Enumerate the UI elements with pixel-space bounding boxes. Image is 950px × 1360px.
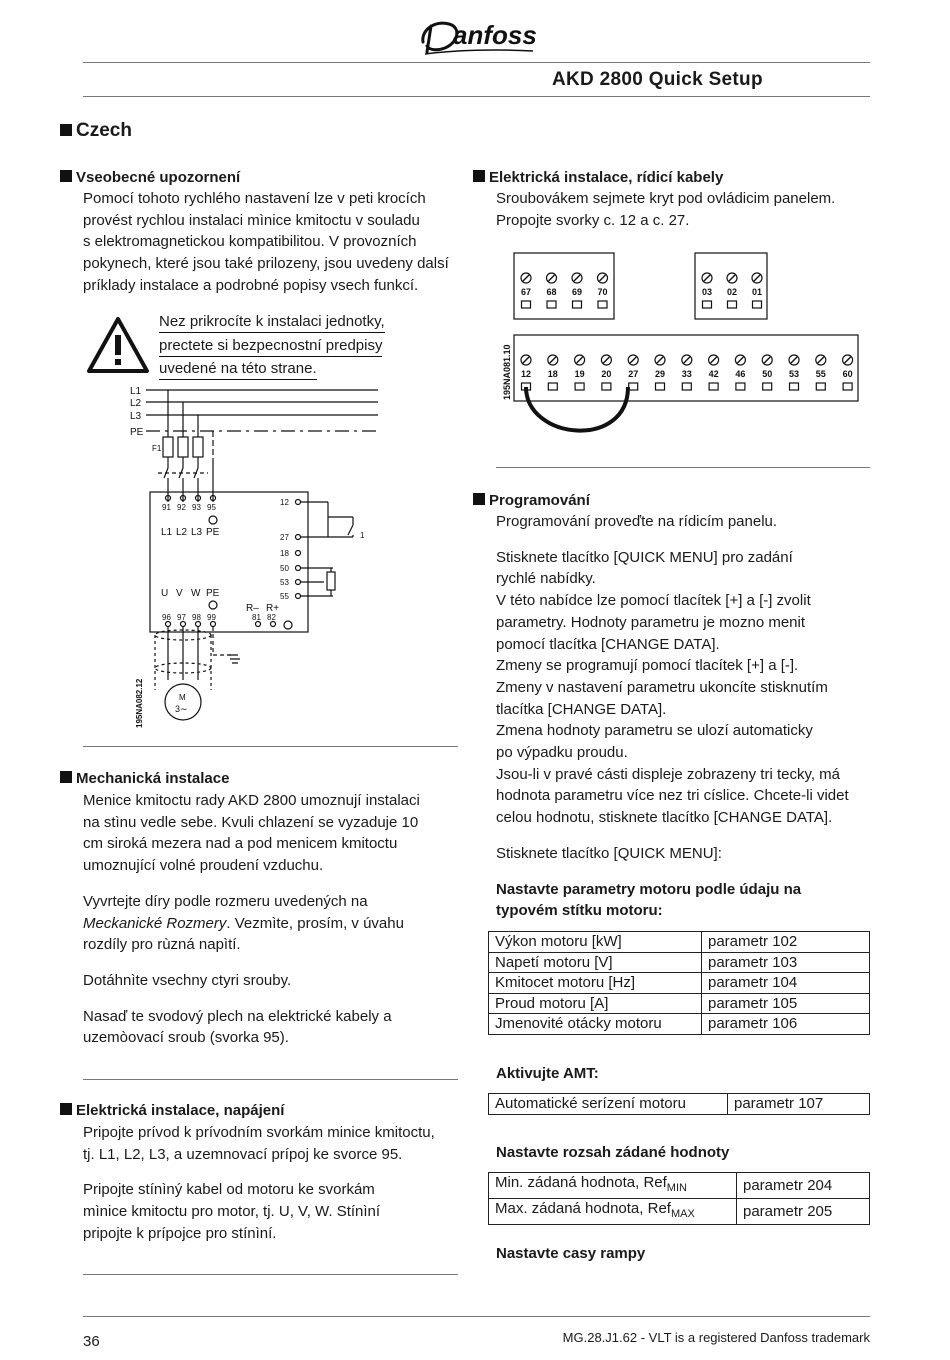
terminal-clamp-icon <box>629 383 638 390</box>
terminal-clamp-icon <box>547 301 556 308</box>
section-heading-control: Elektrická instalace, rídicí kabely <box>473 169 723 186</box>
screw-slot <box>764 357 770 363</box>
screw-slot <box>684 357 690 363</box>
text-line: celou hodnotu, stisknete tlacítko [CHANGE DATA]. <box>496 809 833 827</box>
fuse-label: F1 <box>152 444 162 453</box>
parameter-number: parametr 103 <box>702 952 870 973</box>
parameter-description: Max. zádaná hodnota, Ref$_{MAX}$ <box>489 1199 737 1225</box>
text-line: Pripojte prívod k prívodním svorkám minice kmitoctu, <box>83 1124 435 1141</box>
terminal-number: 27 <box>628 369 639 379</box>
terminal-label: 96 <box>162 613 171 622</box>
section-heading-power: Elektrická instalace, napájení <box>60 1102 284 1119</box>
page-number: 36 <box>83 1333 100 1350</box>
text-line: príklady instalace a podrobné popisy vsech funkcí. <box>83 276 419 294</box>
wiring-diagram <box>128 380 488 730</box>
mains-label: L3 <box>130 411 142 422</box>
screw-slot <box>603 357 609 363</box>
parameter-description: Min. zádaná hodnota, Ref$_{MIN}$ <box>489 1173 737 1199</box>
control-terminal-label: 18 <box>280 549 289 558</box>
terminal-clamp-icon <box>573 301 582 308</box>
terminal-label: 97 <box>177 613 186 622</box>
text-line: tlacítka [CHANGE DATA]. <box>496 700 667 718</box>
screw-slot <box>818 357 824 363</box>
subheading-line: Nastavte parametry motoru podle údaju na <box>496 880 802 898</box>
italic-reference: Meckanické Rozmery <box>83 914 227 932</box>
control-text <box>496 188 835 231</box>
text-line: cm siroká mezera nad a pod menicem kmitoctu <box>83 835 398 853</box>
brake-label: R+ <box>266 603 280 614</box>
brake-label: R– <box>246 603 259 614</box>
screw-slot <box>791 357 797 363</box>
text-line: Sroubovákem sejmete kryt pod ovládicim panelem. <box>496 190 836 207</box>
text-line: na stìnu vedle sebe. Kvuli chlazení se vyzaduje 10 <box>83 813 419 831</box>
ramp-heading: Nastavte casy rampy <box>496 1245 646 1262</box>
screw-slot <box>577 357 583 363</box>
text-line: V této nabídce lze pomocí tlacítek [+] a [-] zvolit <box>496 592 811 610</box>
motor-parameters-table <box>488 931 870 1035</box>
bullet-square-icon <box>60 124 72 136</box>
screw-slot <box>574 275 580 281</box>
terminal-number: 18 <box>547 369 558 379</box>
mechanical-text <box>83 790 420 1049</box>
terminal-number: 42 <box>708 369 719 379</box>
bullet-square-icon <box>60 170 72 182</box>
text-line: tj. L1, L2, L3, a uzemnovací prípoj ke svorce 95. <box>83 1145 403 1163</box>
bullet-square-icon <box>60 771 72 783</box>
text-line: Programování proveďte na rídicím panelu. <box>496 513 778 530</box>
parameter-number: parametr 204 <box>737 1173 870 1199</box>
section-rule <box>83 746 458 747</box>
screw-slot <box>600 275 606 281</box>
text-line: rozdíly pro rùzná napìtí. <box>83 936 241 954</box>
motor-phase-label: 3∼ <box>175 704 188 714</box>
table-row <box>489 973 870 994</box>
text-line: pripojte k prípojce pro stínìní. <box>83 1224 277 1242</box>
reference-heading: Nastavte rozsah zádané hodnoty <box>496 1144 730 1161</box>
section-heading-programming: Programování <box>473 492 590 509</box>
terminal-number: 53 <box>788 369 800 379</box>
parameter-description: Jmenovité otácky motoru <box>489 1014 702 1035</box>
terminal-number: 69 <box>571 287 583 297</box>
terminal-clamp-icon <box>843 383 852 390</box>
text-line: pokynech, které jsou také prilozeny, jsou uvedeny dalsí <box>83 255 449 273</box>
mains-label: L1 <box>130 386 142 397</box>
text-line: Zmena hodnoty parametru se ulozí automaticky <box>496 722 813 740</box>
text-line: Jsou-li v pravé cásti displeje zobrazeny tri tecky, má <box>496 765 841 783</box>
terminal-clamp-icon <box>753 301 762 308</box>
text-line: Zmeny v nastavení parametru ukoncíte stisknutím <box>496 678 828 696</box>
amt-heading: Aktivujte AMT: <box>496 1065 599 1082</box>
text-line: po výpadku proudu. <box>496 744 628 762</box>
diagram-code: 195NA081.10 <box>502 344 512 400</box>
terminal-clamp-icon <box>575 383 584 390</box>
bullet-square-icon <box>60 1103 72 1115</box>
input-label: L1 <box>161 527 173 538</box>
terminal-number: 55 <box>815 369 826 379</box>
programming-text <box>496 511 849 922</box>
terminal-clamp-icon <box>598 301 607 308</box>
footer-rule <box>83 1316 870 1317</box>
screw-slot <box>630 357 636 363</box>
danfoss-logo <box>415 12 540 58</box>
screw-slot <box>550 357 556 363</box>
text-line: pomocí tlacítka [CHANGE DATA]. <box>496 635 720 653</box>
table-row <box>489 1199 870 1225</box>
subscript: MIN <box>666 1182 687 1194</box>
text-line: Propojte svorky c. 12 a c. 27. <box>496 211 690 229</box>
text-line: hodnota parametru více nez tri císlice. Chcete-li videt <box>496 787 849 805</box>
header-rule <box>83 62 870 63</box>
terminal-clamp-icon <box>709 383 718 390</box>
terminal-label: 95 <box>207 503 216 512</box>
text-line: parametry. Hodnoty parametru je mozno menit <box>496 613 806 631</box>
terminal-number: 67 <box>520 287 532 297</box>
control-terminal-label: 53 <box>280 578 289 587</box>
terminal-clamp-icon <box>703 301 712 308</box>
screw-slot <box>845 357 851 363</box>
terminal-number: 20 <box>601 369 612 379</box>
terminal-label: 92 <box>177 503 186 512</box>
table-row <box>489 1014 870 1035</box>
terminal-clamp-icon <box>816 383 825 390</box>
text-line: Stisknete tlacítko [QUICK MENU] pro zadání <box>496 548 793 566</box>
text-line: Pomocí tohoto rychlého nastavení lze v peti krocích <box>83 190 426 207</box>
terminal-label: 98 <box>192 613 201 622</box>
warning-triangle-icon <box>86 316 150 374</box>
parameter-number: parametr 205 <box>737 1199 870 1225</box>
text-line: Zmeny se programují pomocí tlacítek [+] a [-]. <box>496 657 799 675</box>
terminal-number: 01 <box>751 287 763 297</box>
text-line: s elektromagnetickou kompatibilitou. V provozních <box>83 233 417 251</box>
terminal-number: 19 <box>574 369 585 379</box>
terminal-number: 46 <box>735 369 746 379</box>
section-heading-general: Vseobecné upozornení <box>60 169 240 186</box>
terminal-label: 99 <box>207 613 216 622</box>
text-line: Stisknete tlacítko [QUICK MENU]: <box>496 844 722 862</box>
table-row <box>489 932 870 953</box>
parameter-description: Proud motoru [A] <box>489 993 702 1014</box>
screw-slot <box>523 357 529 363</box>
table-row <box>489 952 870 973</box>
general-text <box>83 188 449 297</box>
text-line: Nasaď te svodový plech na elektrické kabely a <box>83 1007 392 1025</box>
terminal-label: 91 <box>162 503 171 512</box>
control-terminal-label: 27 <box>280 533 289 542</box>
amt-table <box>488 1093 870 1115</box>
text-line: provést rychlou instalaci mìnice kmitoctu v souladu <box>83 211 420 229</box>
parameter-description: Napetí motoru [V] <box>489 952 702 973</box>
text-line: Meckanické Rozmery. Vezmìte, prosím, v úvahu <box>83 914 404 932</box>
subscript: MAX <box>670 1208 695 1220</box>
motor-label: M <box>179 693 186 702</box>
parameter-number: parametr 106 <box>702 1014 870 1035</box>
bullet-square-icon <box>473 170 485 182</box>
output-label: PE <box>206 588 220 599</box>
table-row <box>489 1173 870 1199</box>
control-terminal-diagram <box>500 250 865 445</box>
section-rule <box>83 1079 458 1080</box>
output-label: U <box>161 588 169 599</box>
warning-line: Nez prikrocíte k instalaci jednotky, <box>159 312 385 333</box>
screw-slot <box>729 275 735 281</box>
text-line: Pripojte stínìný kabel od motoru ke svorkám <box>83 1181 375 1199</box>
control-terminal-label: 12 <box>280 498 289 507</box>
svg-text:anfoss: anfoss <box>453 20 537 50</box>
switch-label: 1 <box>360 531 365 540</box>
section-heading-mechanical: Mechanická instalace <box>60 770 229 787</box>
warning-line: uvedené na této strane. <box>159 359 317 380</box>
document-title: AKD 2800 Quick Setup <box>552 69 763 90</box>
terminal-clamp-icon <box>682 383 691 390</box>
text-line: Menice kmitoctu rady AKD 2800 umoznují instalaci <box>83 792 420 809</box>
terminal-clamp-icon <box>763 383 772 390</box>
screw-slot <box>704 275 710 281</box>
terminal-clamp-icon <box>656 383 665 390</box>
screw-slot <box>549 275 555 281</box>
table-row <box>489 993 870 1014</box>
input-label: PE <box>206 527 220 538</box>
terminal-number: 33 <box>681 369 692 379</box>
text-line: Dotáhnìte vsechny ctyri srouby. <box>83 971 292 989</box>
terminal-clamp-icon <box>736 383 745 390</box>
text-line: uzemòovací sroub (svorka 95). <box>83 1029 289 1047</box>
terminal-number: 60 <box>842 369 853 379</box>
section-rule <box>83 1274 458 1275</box>
diagram-code: 195NA082.12 <box>135 678 144 728</box>
language-heading: Czech <box>60 120 132 142</box>
screw-slot <box>711 357 717 363</box>
terminal-clamp-icon <box>728 301 737 308</box>
terminal-number: 68 <box>546 287 557 297</box>
terminal-label: 81 <box>252 613 261 622</box>
terminal-clamp-icon <box>602 383 611 390</box>
text-line: Vyvrtejte díry podle rozmeru uvedených na <box>83 892 368 910</box>
terminal-number: 02 <box>726 287 738 297</box>
terminal-clamp-icon <box>522 301 531 308</box>
control-terminal-label: 50 <box>280 564 289 573</box>
input-label: L2 <box>176 527 188 538</box>
power-text <box>83 1122 435 1245</box>
parameter-number: parametr 107 <box>728 1094 870 1115</box>
text-line: mìnice kmitoctu pro motor, tj. U, V, W. Stínìní <box>83 1203 381 1221</box>
subheading-line: typovém stítku motoru: <box>496 902 663 920</box>
screw-slot <box>657 357 663 363</box>
terminal-label: 82 <box>267 613 276 622</box>
parameter-number: parametr 104 <box>702 973 870 994</box>
text-line: rychlé nabídky. <box>496 570 596 588</box>
table-row <box>489 1094 870 1115</box>
bullet-square-icon <box>473 493 485 505</box>
terminal-clamp-icon <box>790 383 799 390</box>
section-rule <box>496 467 870 468</box>
terminal-number: 03 <box>701 287 713 297</box>
input-label: L3 <box>191 527 203 538</box>
text-line: umoznující volné proudení vzduchu. <box>83 857 324 875</box>
mains-label: L2 <box>130 398 142 409</box>
header-rule-bottom <box>83 96 870 97</box>
mains-label: PE <box>130 427 144 438</box>
screw-slot <box>754 275 760 281</box>
terminal-number: 70 <box>597 287 608 297</box>
parameter-description: Výkon motoru [kW] <box>489 932 702 953</box>
terminal-number: 12 <box>520 369 532 379</box>
parameter-description: Automatické serízení motoru <box>489 1094 728 1115</box>
warning-line: prectete si bezpecnostní predpisy <box>159 336 382 357</box>
parameter-number: parametr 102 <box>702 932 870 953</box>
terminal-clamp-icon <box>548 383 557 390</box>
output-label: V <box>176 588 183 599</box>
terminal-number: 50 <box>762 369 773 379</box>
screw-slot <box>737 357 743 363</box>
output-label: W <box>191 588 201 599</box>
reference-table <box>488 1172 870 1225</box>
parameter-description: Kmitocet motoru [Hz] <box>489 973 702 994</box>
parameter-number: parametr 105 <box>702 993 870 1014</box>
warning-text <box>159 311 385 382</box>
terminal-label: 93 <box>192 503 201 512</box>
terminal-number: 29 <box>654 369 666 379</box>
footer-text: MG.28.J1.62 - VLT is a registered Danfoss trademark <box>562 1330 870 1345</box>
screw-slot <box>523 275 529 281</box>
control-terminal-label: 55 <box>280 592 289 601</box>
